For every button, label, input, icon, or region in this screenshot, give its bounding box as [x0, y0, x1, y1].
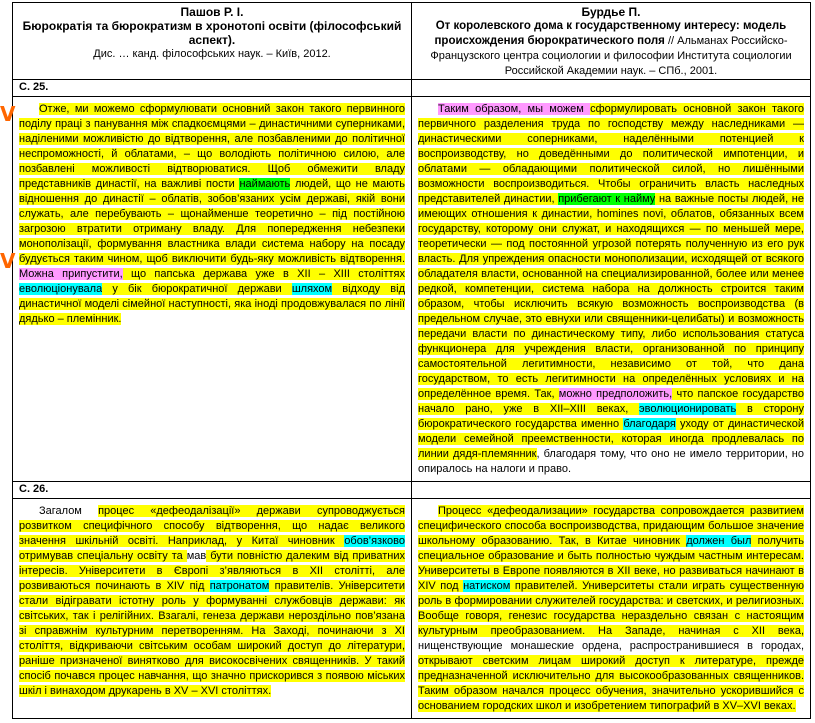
text-segment: на важные посты людей, не имеющих отношения к династии, homines novi, облатов, обязанных всем государству, которому они служат, и находящихся — по меньшей мере, теоретически — под постоянной угрозой потерять полученную из его рук власть. Для упреждения опасности монополизации, исходящей от всякого обладателя власти, основанной на специализированной, более или менее редкой, компетенции, система набора на должность строится таким образом, чтобы исключить всякую возможность воспроизводства (в предельном случае, это евнухи или священники-целибаты) и возможность передачи власти по династическому типу, либо использования статуса функционера для учреждения власти, организованной по принципу самостоятельной легитимности, независимо от той, что дана государством, то есть легитимности на определённых условиях и на определённое время. Так,	[418, 193, 804, 400]
text-segment: шляхом	[291, 283, 333, 295]
text-segment: правителів. Університети стали відігравати істотну роль у формуванні службовців держави: як світських, так і релігійних. Взагалі, генеза держави нероздільно пов’язана зі справжнім культурним перетворенням. На Заході, починаючи з ХІ століття, відкриваючи світським особам широкий доступ до літератури, раніше призначеної винятково для високосвічених священників. У такий спосіб почався процес навчання, що значно прискорився з появою міських шкіл і винаходом друкарень в XV – XVI століттях.	[19, 580, 405, 697]
text-segment: мав	[186, 550, 207, 562]
right-text-cell	[412, 97, 811, 482]
right-paragraph	[418, 504, 804, 714]
text-segment: процес «дефеодалізації» держави супроводжується розвитком специфічного способу відтворення, що надає великого значення шкільній освіті. Наприклад, у Китаї чиновник	[19, 505, 405, 547]
right-title: От королевского дома к государственному интересу: модель происхождения бюрократического поля	[434, 20, 787, 47]
text-segment: еволюціонувала	[19, 283, 103, 295]
text-segment: можно предположить,	[558, 388, 673, 400]
text-segment: відходу від династичної моделі сімейної наступності, яка іноді продовжувалася по лінії дядько – племінник.	[19, 283, 405, 325]
text-segment: Отже, ми можемо	[39, 103, 140, 115]
text-segment: правителей. Университеты стали играть существенную роль в формировании служителей государства: и светских, и религиозных. Вообще говоря, генезис государства нераздельно связан с настоящим культурным преобразованием. На Западе, начиная с XII века,	[418, 580, 805, 637]
text-segment: обов’язково	[344, 535, 405, 547]
section-label: С. 25.	[13, 80, 412, 97]
text-segment: открывают светским лицам широкий доступ к литературе, прежде предназначенной исключительно для высокообразованных священников. Таким образом начался процесс обучения, значительно ускорившийся с основанием городских школ и изобретением типографий в XV–XVI веках.	[418, 655, 804, 712]
text-segment: в сторону бюрократического государства именно	[418, 403, 804, 430]
text-segment: уходу от династической модели семейной преемственности, которая иногда продлевалась по линии дядя-племянник	[418, 418, 804, 460]
text-segment: формування властника влади система набору на посаду будується таким чином, щоб виключити будь-яку можливість відтворення.	[19, 238, 405, 265]
text-segment: натиском	[463, 580, 511, 592]
left-author: Пашов Р. І.	[180, 5, 244, 19]
text-segment: сформулировать основной закон такого первичного разделения труда по господству между наследниками — династическими соперниками, наделёнными потенцией к воспроизводству, но доведёнными до политической импотенции, и облатами — обладающими политической силой, но лишёнными возможности воспроизводиться. Чтобы ограничить власть наследных представителей династии,	[418, 103, 804, 205]
left-title: Бюрократія та бюрократизм в хронотопі освіти (філософський аспект).	[22, 19, 402, 47]
header-row	[13, 3, 811, 80]
left-source: Дис. … канд. філософських наук. – Київ, 2012.	[93, 48, 331, 60]
section-label: С. 26.	[13, 482, 412, 499]
text-segment: должен был	[686, 535, 752, 547]
text-segment: нищенствующие монашеские ордена, распространившиеся в городах,	[418, 640, 804, 652]
text-segment: Загалом	[39, 505, 99, 517]
left-paragraph	[19, 504, 405, 699]
text-segment: що папська держава уже в ХІІ – ХІІІ століттях	[122, 268, 405, 280]
text-segment: Процесс «дефеодализации» государства сопровождается развитием специфического способа воспроизводства, придающим большое значение школьному образованию. Так, в Китае чиновник	[418, 505, 804, 547]
left-paragraph	[19, 102, 405, 327]
right-source: // Альманах Российско-Французского центра социологии и философии Института социологии Российской Академии наук. – СПб., 2001.	[430, 35, 792, 77]
text-segment: патронатом	[209, 580, 270, 592]
section-label-empty	[412, 80, 811, 97]
section-row-1	[13, 80, 811, 97]
text-segment: сформулювати основний закон такого первинного поділу праці з панування між спадкоємцями – династичними суперниками, наділеними можливістю до відтворення, але позбавленими до політичної неспроможності, й облатами, – що володіють політичною силою, але позбавлені можливості відтворюватися. Щоб обмежити владу представників династії, на важливі пости	[19, 103, 405, 190]
text-segment: отримував спеціальну освіту та	[19, 550, 187, 562]
text-segment: получить специальное образование и быть полностью чуждым частным интересам. Университеты в Европе появляются в XII веке, но развиваться начинают в XIV под	[418, 535, 805, 592]
text-segment: , благодаря тому, что оно не имело территории, но опиралось на налоги и право.	[418, 448, 804, 475]
text-segment: у бік бюрократичної держави	[102, 283, 292, 295]
text-segment: бути повністю далеким від приватних інтересів. Університети в Європі з’являються в ХІІ столітті, але розвиваються починають в ХІV під	[19, 550, 406, 592]
right-text-cell	[412, 499, 811, 719]
text-segment: наймають	[239, 178, 291, 190]
text-segment: благодаря	[623, 418, 676, 430]
text-segment: Таким образом, мы можем	[438, 103, 591, 115]
comparison-table	[12, 2, 811, 719]
section-label-empty	[412, 482, 811, 499]
text-segment: эволюционировать	[639, 403, 737, 415]
margin-mark-2: V	[0, 249, 16, 273]
body-row-1	[13, 97, 811, 482]
header-right	[412, 3, 811, 80]
text-segment: людей, що не мають відношення до династії – облатів, зобов’язаних усім державі, якій вони служать, але перебувають – щонайменше теоретично – під постійною загрозою втратити отриману владу. Для попередження небезпеки монополізації,	[19, 178, 405, 250]
right-paragraph	[418, 102, 804, 477]
text-segment: Можна припустити,	[19, 268, 123, 280]
section-row-2	[13, 482, 811, 499]
left-text-cell	[13, 97, 412, 482]
margin-mark-1: V	[0, 102, 16, 126]
left-text-cell	[13, 499, 412, 719]
header-left	[13, 3, 412, 80]
right-author: Бурдье П.	[581, 5, 641, 19]
text-segment: что папское государство начало рано, уже в XII–XIII веках,	[418, 388, 805, 415]
text-segment: прибегают к найму	[558, 193, 656, 205]
body-row-2	[13, 499, 811, 719]
